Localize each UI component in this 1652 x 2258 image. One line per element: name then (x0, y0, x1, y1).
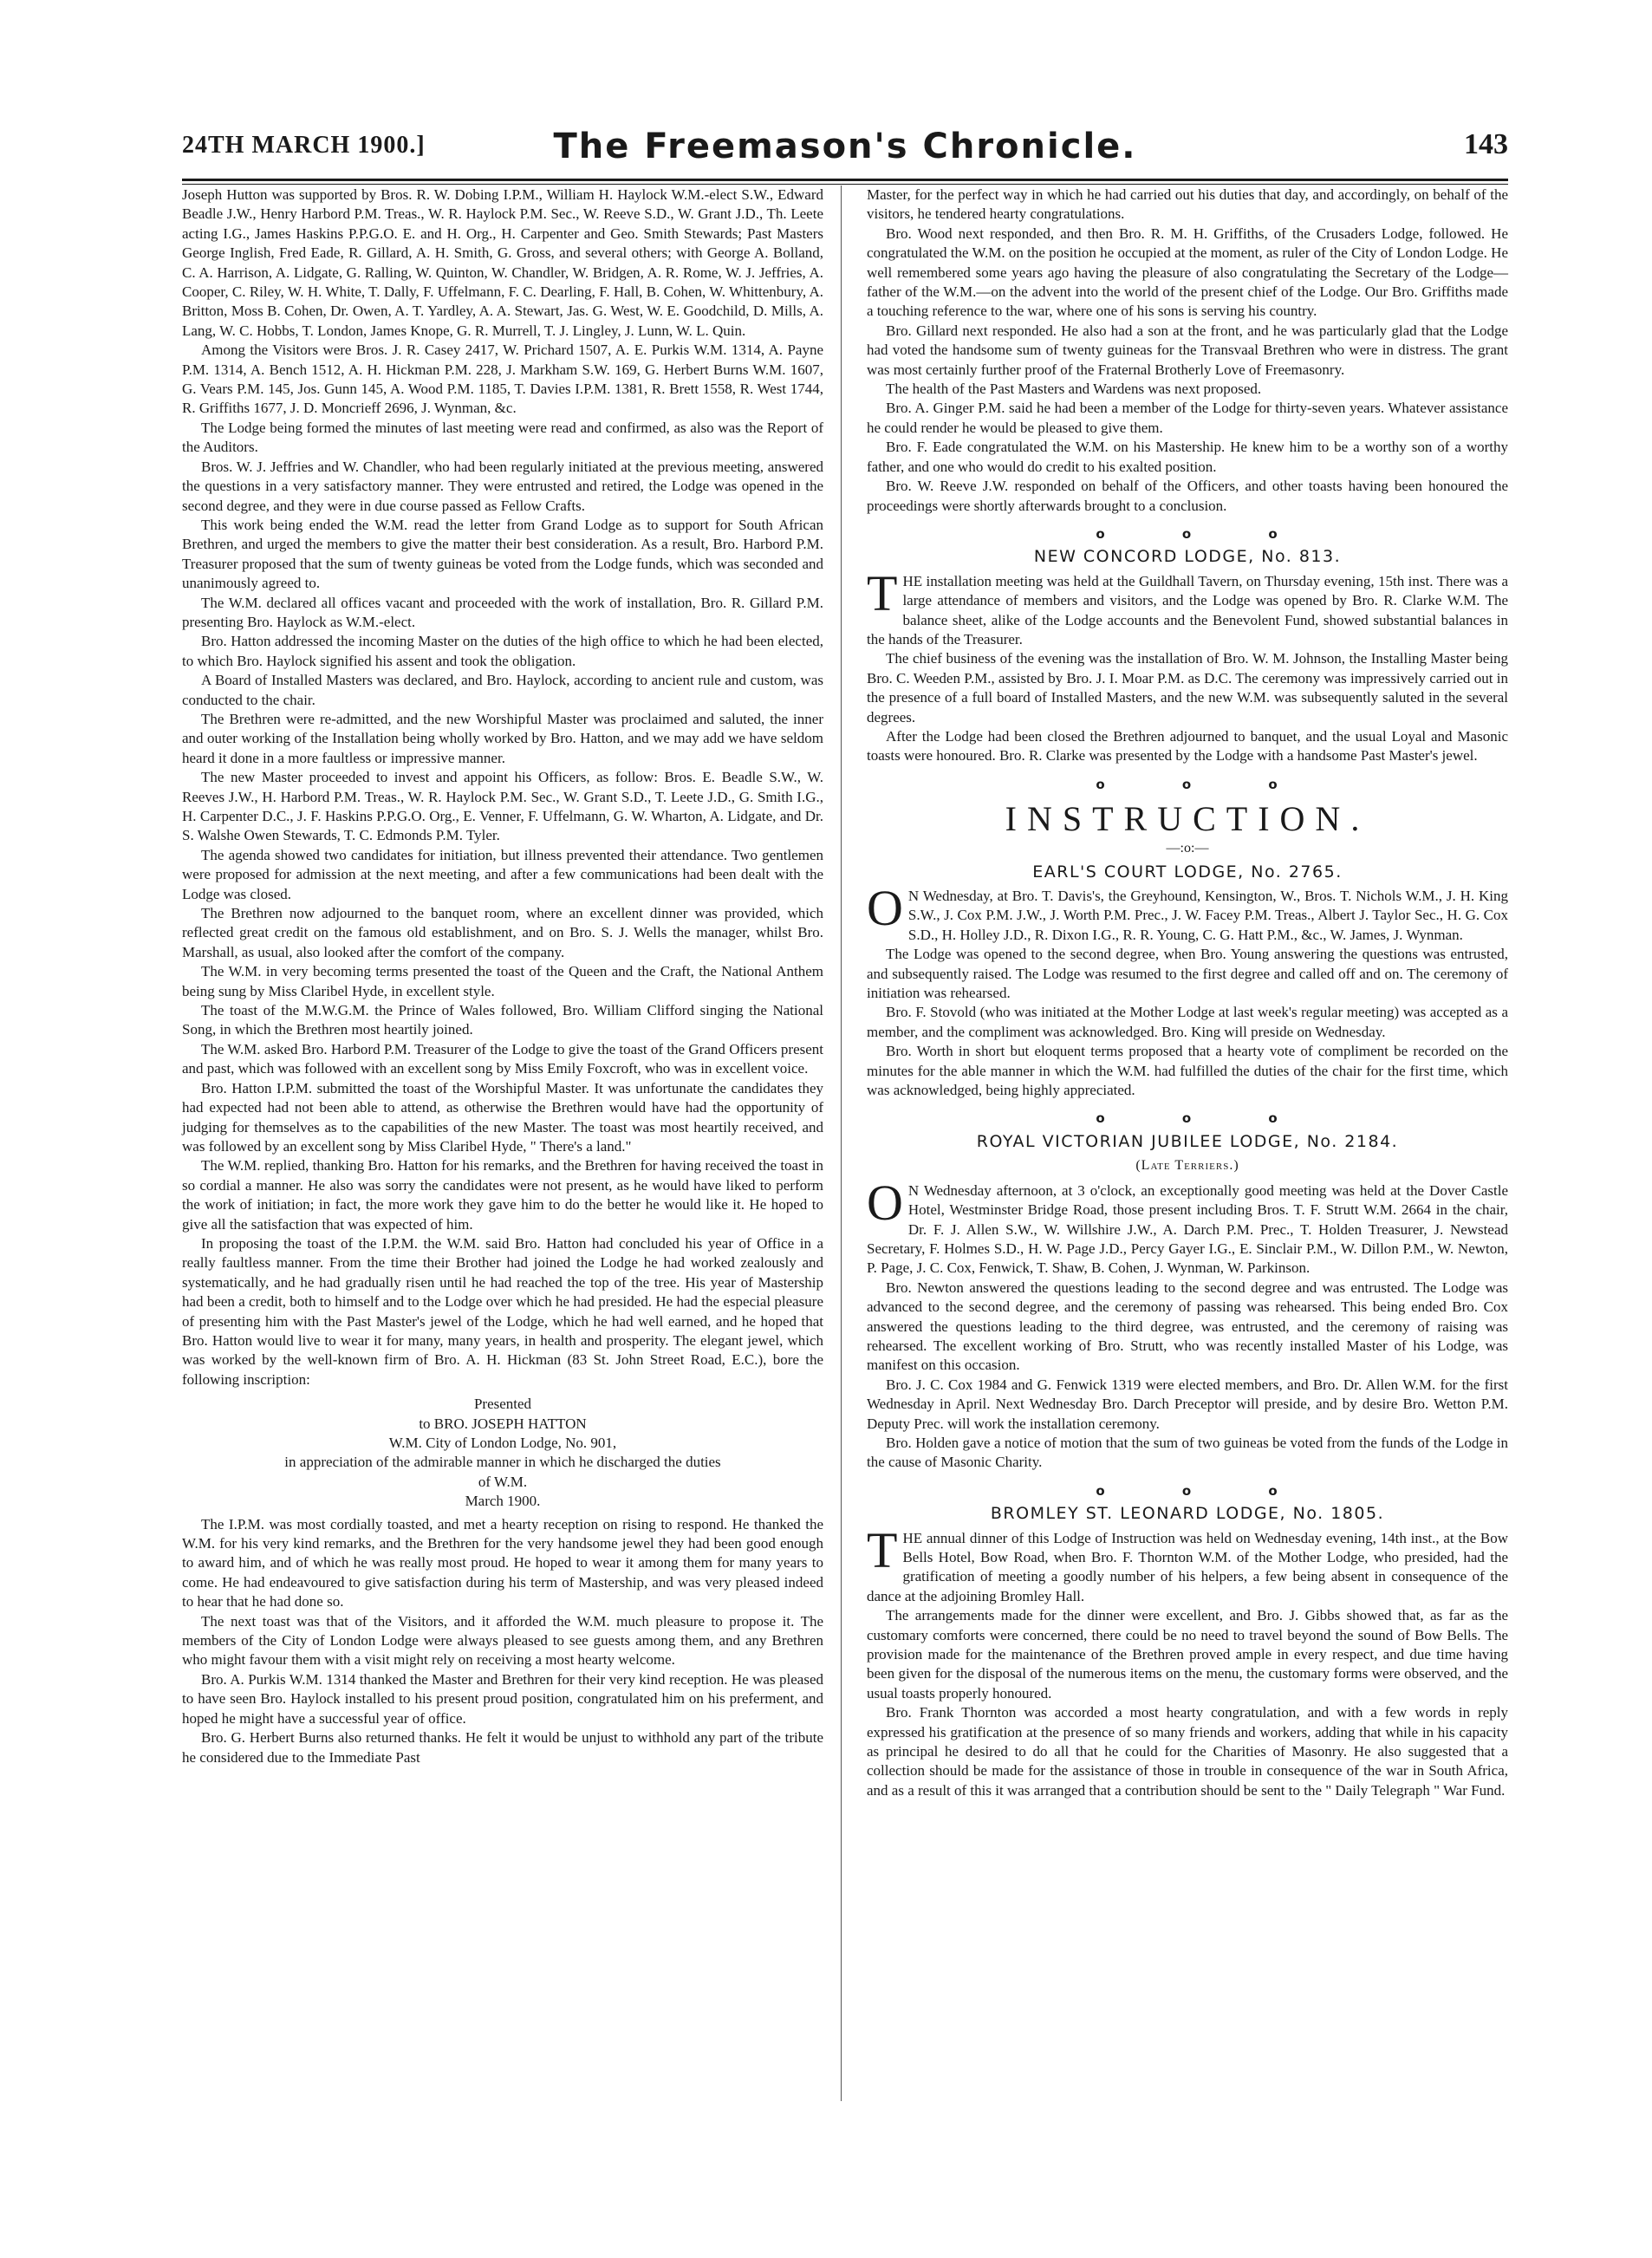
paragraph: The W.M. replied, thanking Bro. Hatton for his remarks, and the Brethren for having received the toast in so cordial a manner. He also was sorry the candidates were not present, as he would have liked to perform the work of initiation; in fact, the more work they gave him to do the better he would like it. He hoped to give all the satisfaction that was expected of him. (182, 1157, 823, 1233)
paragraph: The chief business of the evening was the installation of Bro. W. M. Johnson, the Installing Master being Bro. C. Weeden P.M., assisted by Bro. J. I. Moar P.M. as D.C. The ceremony was impressively carried out in the presence of a full board of Installed Masters, and the new W.M. was subsequently saluted in the several degrees. (867, 650, 1508, 726)
paragraph: Master, for the perfect way in which he had carried out his duties that day, and accordingly, on behalf of the visitors, he tendered hearty congratulations. (867, 186, 1508, 223)
paragraph: Bro. J. C. Cox 1984 and G. Fenwick 1319 were elected members, and Bro. Dr. Allen W.M. for the first Wednesday in April. Next Wednesday Bro. Darch Preceptor will preside, and by desire Bro. Wetton P.M. Deputy Prec. will work the installation ceremony. (867, 1376, 1508, 1432)
inscription-line: Presented (473, 1396, 532, 1413)
inscription-line: W.M. City of London Lodge, No. 901, (388, 1435, 617, 1451)
paragraph: The I.P.M. was most cordially toasted, and met a hearty reception on rising to respond. He thanked the W.M. for his very kind remarks, and the Brethren for the very handsome jewel they had been good enough to award him, and of which he was really most proud. He hoped to wear it among them for many years to come. He had endeavoured to give satisfaction during his term of Mastership, and was very pleased indeed to hear that he had done so. (182, 1515, 823, 1611)
paragraph: The new Master proceeded to invest and appoint his Officers, as follow: Bros. E. Beadle S.W., W. Reeves J.W., H. Harbord P.M. Treas., W. R. Haylock P.M. Sec., W. Grant S.D., T. Leete J.D., G. Smith I.G., H. Carpenter D.C., J. F. Haskins P.P.G.O. Org., E. Venner, F. Uffelmann, G. W. Wharton, A. Lidgate, and Dr. S. Walshe Owen Stewards, T. C. Edmonds P.M. Tyler. (182, 769, 823, 844)
page-number: 143 (1464, 128, 1508, 160)
heading-earls-court-lodge: EARL'S COURT LODGE, No. 2765. (1032, 862, 1343, 882)
heading-bromley-st-leonard-lodge: BROMLEY ST. LEONARD LODGE, No. 1805. (990, 1504, 1385, 1524)
masthead-rule (182, 179, 1508, 181)
section-separator: o o o (1096, 1110, 1314, 1127)
subheading-late-terriers: (Late Terriers.) (1135, 1158, 1239, 1174)
paragraph: The Brethren now adjourned to the banquet room, where an excellent dinner was provided, which reflected great credit on the famous old establishment, and on Bro. S. J. Wells the manager, whilst Bro. Marshall, as usual, also looked after the comfort of the company. (182, 905, 823, 960)
paragraph: THE installation meeting was held at the Guildhall Tavern, on Thursday evening, 15th inst. There was a large attendance of members and visitors, and the Lodge was opened by Bro. R. Clarke W.M. The balance sheet, alike of the Lodge accounts and the Benevolent Fund, showed substantial balances in the hands of the Treasurer. (867, 564, 1508, 647)
jewel-inscription (182, 1395, 823, 1511)
paragraph: The agenda showed two candidates for initiation, but illness prevented their attendance. Two gentlemen were proposed for admission at the next meeting, and after a few communications had been dealt with the Lodge was closed. (182, 846, 823, 902)
section-separator: o o o (1096, 776, 1314, 792)
section-separator: o o o (1096, 525, 1314, 542)
paragraph: Bro. W. Reeve J.W. responded on behalf of the Officers, and other toasts having been honoured the proceedings were shortly afterwards brought to a conclusion. (867, 478, 1508, 514)
paragraph: The W.M. declared all offices vacant and proceeded with the work of installation, Bro. R. Gillard P.M. presenting Bro. Haylock as W.M.-elect. (182, 594, 823, 630)
paragraph: O N Wednesday afternoon, at 3 o'clock, an exceptionally good meeting was held at the Dover Castle Hotel, Westminster Bridge Road, those present including Bros. T. F. Strutt W.M. 2664 in the chair, Dr. F. J. Allen S.W., W. Willshire J.W., A. Darch P.M. Prec., T. Holden Treasurer, J. Newstead Secretary, F. Holmes S.D., H. W. Page J.D., Percy Gayer I.G., E. Sinclair P.M., W. Dillon P.M., W. Newton, P. Page, J. C. Cox, Fenwick, T. Shaw, B. Cohen, J. Wynman, W. Parkinson. (867, 1174, 1508, 1277)
masthead-rule-thin (182, 184, 1508, 185)
heading-royal-victorian-jubilee-lodge: ROYAL VICTORIAN JUBILEE LODGE, No. 2184. (976, 1131, 1399, 1151)
paragraph: Bro. G. Herbert Burns also returned thanks. He felt it would be unjust to withhold any part of the tribute he considered due to the Immediate Past (182, 1729, 823, 1766)
inscription-line: to BRO. JOSEPH HATTON (419, 1415, 587, 1432)
paragraph: Bro. Frank Thornton was accorded a most hearty congratulation, and with a few words in reply expressed his gratification at the presence of so many friends and workers, adding that while in his capacity as principal he desired to do all that he could for the Charities of Masonry. He also suggested that a collection should be made for the assistance of those in trouble in consequence of the war in South Africa, and as a result of this it was arranged that a contribution should be sent to the " Daily Telegraph " War Fund. (867, 1704, 1508, 1799)
paragraph: Bro. Hatton addressed the incoming Master on the duties of the high office to which he had been elected, to which Bro. Haylock signified his assent and took the obligation. (182, 633, 823, 669)
inscription-line: March 1900. (465, 1493, 541, 1510)
inscription-line: in appreciation of the admirable manner in which he discharged the duties (284, 1454, 721, 1471)
left-column (182, 185, 823, 1767)
publication-title: The Freemason's Chronicle. (553, 127, 1137, 166)
heading-new-concord-lodge: NEW CONCORD LODGE, No. 813. (1033, 547, 1342, 567)
paragraph: Bro. Wood next responded, and then Bro. R. M. H. Griffiths, of the Crusaders Lodge, followed. He congratulated the W.M. on the position he occupied at the moment, as ruler of the City of London Lodge. He well remembered some years ago having the pleasure of also congratulating the Secretary of the Lodge—father of the W.M.—on the advent into the world of the present chief of the Lodge. Our Bro. Griffiths made a touching reference to the war, where one of his sons is serving his country. (867, 224, 1508, 320)
paragraph: Bro. Newton answered the questions leading to the second degree and was entrusted. The Lodge was advanced to the second degree, and the ceremony of passing was rehearsed. This being ended Bro. Cox answered the questions leading to the third degree, was entrusted, and the ceremony of raising was rehearsed. The excellent working of Bro. Strutt, who was recently installed Master of his Lodge, was manifest on this occasion. (867, 1279, 1508, 1374)
column-divider (841, 185, 842, 2101)
drop-cap: T (867, 564, 898, 621)
paragraph: Bro. A. Ginger P.M. said he had been a member of the Lodge for thirty-seven years. Whatever assistance he could render he would be pleased to give them. (867, 400, 1508, 436)
heading-instruction: INSTRUCTION. (1005, 799, 1370, 839)
paragraph: Bros. W. J. Jeffries and W. Chandler, who had been regularly initiated at the previous meeting, answered the questions in a very satisfactory manner. They were entrusted and retired, the Lodge was opened in the second degree, and they were in due course passed as Fellow Crafts. (182, 458, 823, 514)
paragraph: The next toast was that of the Visitors, and it afforded the W.M. much pleasure to propose it. The members of the City of London Lodge were always pleased to see guests among them, and any Brethren who might favour them with a visit might rely on receiving a most hearty welcome. (182, 1612, 823, 1669)
paragraph: The arrangements made for the dinner were excellent, and Bro. J. Gibbs showed that, as far as the customary comforts were concerned, there could be no need to travel beyond the sound of Bow Bells. The provision made for the maintenance of the Brethren proved ample in every respect, and due time having been given for the disposal of the numerous items on the menu, the customary forms were observed, and the usual toasts properly honoured. (867, 1607, 1508, 1702)
paragraph: The Lodge was opened to the second degree, when Bro. Young answering the questions was entrusted, and subsequently raised. The Lodge was resumed to the first degree and called off and on. The ceremony of initiation was rehearsed. (867, 946, 1508, 1002)
masthead (182, 128, 1508, 177)
paragraph: THE annual dinner of this Lodge of Instruction was held on Wednesday evening, 14th inst., at the Bow Bells Hotel, Bow Road, when Bro. F. Thornton W.M. of the Mother Lodge, who presided, had the gratification of meeting a goodly number of his helpers, a few being absent in consequence of the dance at the adjoining Bromley Hall. (867, 1521, 1508, 1604)
paragraph: The W.M. in very becoming terms presented the toast of the Queen and the Craft, the National Anthem being sung by Miss Claribel Hyde, in excellent style. (182, 963, 823, 999)
drop-cap: O (867, 1174, 903, 1231)
paragraph: The Brethren were re-admitted, and the new Worshipful Master was proclaimed and saluted, the inner and outer working of the Installation being wholly worked by Bro. Hatton, and we may add we have seldom heard it done in a more faultless or impressive manner. (182, 710, 823, 766)
paragraph: The W.M. asked Bro. Harbord P.M. Treasurer of the Lodge to give the toast of the Grand Officers present and past, which was followed with an excellent song by Miss Emily Foxcroft, who was in excellent voice. (182, 1040, 823, 1077)
paragraph: In proposing the toast of the I.P.M. the W.M. said Bro. Hatton had concluded his year of Office in a really faultless manner. From the time their Brother had joined the Lodge he had worked zealously and systematically, and he had gradually risen until he had reached the top of the tree. His year of Mastership had been a credit, both to himself and to the Lodge over which he had presided. He had the especial pleasure of presenting him with the Past Master's jewel of the Lodge, which he had well earned, and he hoped that Bro. Hatton would live to wear it for many, many years, in health and prosperity. The elegant jewel, which was worked by the well-known firm of Bro. A. H. Hickman (83 St. John Street Road, E.C.), bore the following inscription: (182, 1234, 823, 1388)
paragraph: O N Wednesday, at Bro. T. Davis's, the Greyhound, Kensington, W., Bros. T. Nichols W.M., J. H. King S.W., J. Cox P.M. J.W., J. Worth P.M. Prec., J. W. Facey P.M. Treas., Albert J. Taylor Sec., H. G. Cox S.D., H. Holley J.D., R. Dixon I.G., R. R. Young, C. G. Hatt P.M., &c., W. James, J. Wynman. (867, 880, 1508, 943)
paragraph: Bro. Worth in short but eloquent terms proposed that a hearty vote of compliment be recorded on the minutes for the able manner in which the W.M. had fulfilled the duties of the chair for the first time, which was acknowledged, being highly appreciated. (867, 1043, 1508, 1099)
paragraph: This work being ended the W.M. read the letter from Grand Lodge as to support for South African Brethren, and urged the members to give the matter their best consideration. As a result, Bro. Harbord P.M. Treasurer proposed that the sum of twenty guineas be voted from the Lodge funds, which was seconded and unanimously agreed to. (182, 516, 823, 592)
paragraph: Bro. F. Stovold (who was initiated at the Mother Lodge at last week's regular meeting) was accepted as a member, and the compliment was acknowledged. Bro. King will preside on Wednesday. (867, 1004, 1508, 1040)
drop-cap: O (867, 880, 903, 936)
paragraph: After the Lodge had been closed the Brethren adjourned to banquet, and the usual Loyal and Masonic toasts were honoured. Bro. R. Clarke was presented by the Lodge with a handsome Past Master's jewel. (867, 727, 1508, 765)
paragraph: Bro. F. Eade congratulated the W.M. on his Mastership. He knew him to be a worthy son of a worthy father, and one who would do credit to his exalted position. (867, 439, 1508, 475)
paragraph: Bro. Gillard next responded. He also had a son at the front, and he was particularly glad that the Lodge had voted the handsome sum of twenty guineas for the Transvaal Brethren who were in distress. The grant was most certainly further proof of the Fraternal Brotherly Love of Freemasonry. (867, 322, 1508, 378)
issue-date: 24TH MARCH 1900.] (182, 132, 426, 159)
paragraph: Joseph Hutton was supported by Bros. R. W. Dobing I.P.M., William H. Haylock W.M.-elect S.W., Edward Beadle J.W., Henry Harbord P.M. Treas., W. R. Haylock P.M. Sec., W. Reeve S.D., W. Grant J.D., Th. Leete acting I.G., James Haskins P.P.G.O. E. and H. Org., H. Carpenter and Geo. Smith Stewards; Past Masters George Inglish, Fred Eade, R. Gillard, A. H. Smith, G. Gross, and several others; with George A. Bolland, C. A. Harrison, A. Lidgate, G. Ralling, W. Quinton, W. Chandler, W. Bridgen, A. R. Rome, W. J. Jeffries, A. Cooper, C. Riley, W. H. White, T. Dally, F. Uffelmann, F. C. Dearling, F. Hall, B. Cohen, W. Whittenbury, A. Britton, Moss B. Cohen, Dr. Owen, A. T. Yardley, A. A. Stewart, Jas. G. West, W. E. Goodchild, D. Mills, A. Lang, W. C. Hobbs, T. London, James Knope, G. R. Murrell, T. J. Lingley, J. Lunn, W. L. Quin. (182, 186, 823, 339)
right-column (867, 185, 1508, 1800)
inscription-line: of W.M. (478, 1473, 528, 1490)
paragraph: Bro. Hatton I.P.M. submitted the toast of the Worshipful Master. It was unfortunate the candidates they had expected had not been able to attend, as otherwise the Brethren would have had the opportunity of judging for themselves as to the capabilities of the new Master. The toast was most heartily received, and was followed by an excellent song by Miss Claribel Hyde, " There's a land." (182, 1079, 823, 1155)
paragraph: The health of the Past Masters and Wardens was next proposed. (886, 381, 1262, 398)
paragraph: A Board of Installed Masters was declared, and Bro. Haylock, according to ancient rule and custom, was conducted to the chair. (182, 672, 823, 708)
drop-cap: T (867, 1521, 898, 1578)
ornament-separator: —:o:— (1166, 841, 1209, 856)
paragraph: The toast of the M.W.G.M. the Prince of Wales followed, Bro. William Clifford singing the National Song, in which the Brethren most heartily joined. (182, 1002, 823, 1038)
paragraph: The Lodge being formed the minutes of last meeting were read and confirmed, as also was the Report of the Auditors. (182, 419, 823, 456)
paragraph: Bro. Holden gave a notice of motion that the sum of two guineas be voted from the funds of the Lodge in the cause of Masonic Charity. (867, 1434, 1508, 1471)
section-separator: o o o (1096, 1482, 1314, 1499)
paragraph: Among the Visitors were Bros. J. R. Casey 2417, W. Prichard 1507, A. E. Purkis W.M. 1314, A. Payne P.M. 1314, A. Bench 1512, A. H. Hickman P.M. 228, J. Markham S.W. 169, G. Herbert Burns W.M. 1607, G. Vears P.M. 145, Jos. Gunn 145, A. Wood P.M. 1185, T. Davies I.P.M. 1381, R. Brett 1558, R. West 1744, R. Griffiths 1677, J. D. Moncrieff 2696, J. Wynman, &c. (182, 342, 823, 417)
paragraph: Bro. A. Purkis W.M. 1314 thanked the Master and Brethren for their very kind reception. He was pleased to have seen Bro. Haylock installed to his present proud position, congratulated him on his preferment, and hoped he might have a successful year of office. (182, 1670, 823, 1727)
